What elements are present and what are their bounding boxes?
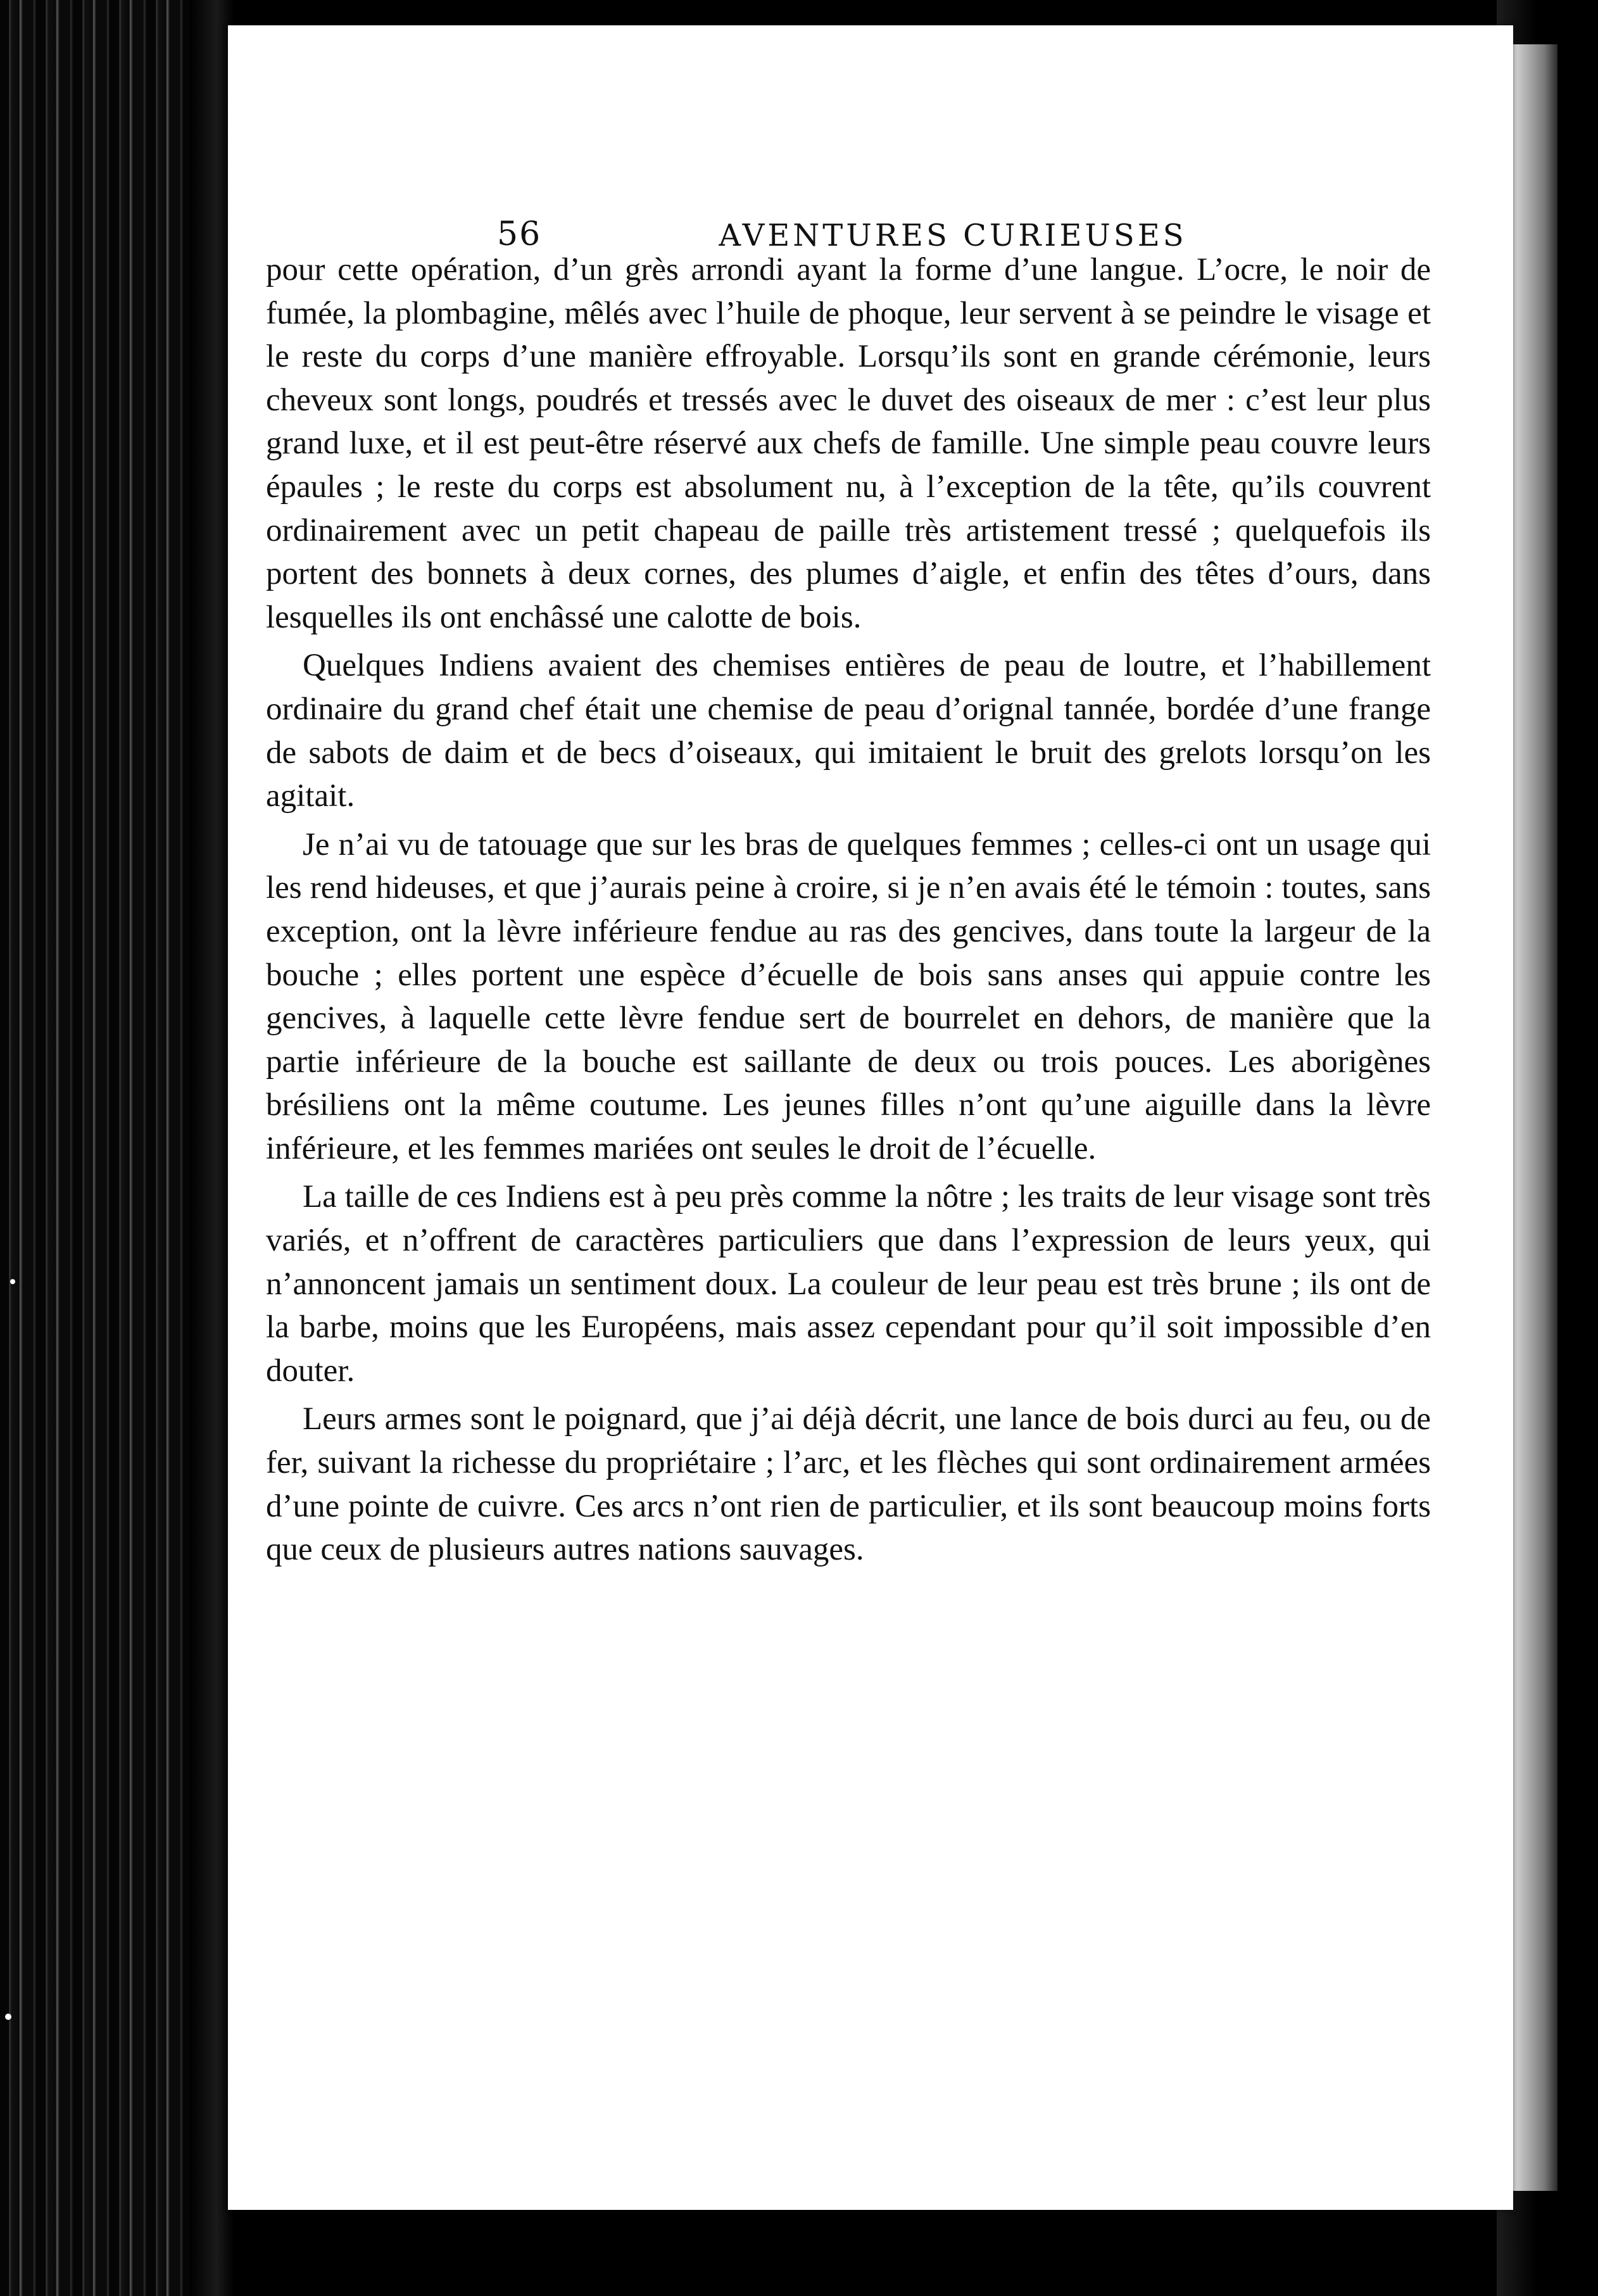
paragraph-1: pour cette opération, d’un grès arrondi ayant la forme d’une langue. L’ocre, le noir de fumée, la plombagine, mêlés avec l’huile de phoque, leur servent à se peindre le visage et le reste du corps d’une manière effroyable. Lorsqu’ils sont en grande cérémonie, leurs cheveux sont longs, poudrés et tressés avec le duvet des oiseaux de mer : c’est leur plus grand luxe, et il est peut-être réservé aux chefs de famille. Une simple peau couvre leurs épaules ; le reste du corps est absolument nu, à l’exception de la tête, qu’ils couvrent ordinairement avec un petit chapeau de paille très artistement tressé ; quelquefois ils portent des bonnets à deux cornes, des plumes d’aigle, et enfin des têtes d’ours, dans lesquelles ils ont enchâssé une calotte de bois. xyxy=(266,252,1431,635)
running-title: AVENTURES CURIEUSES xyxy=(719,218,1187,253)
body-text xyxy=(266,248,1431,1572)
page-number: 56 xyxy=(497,215,542,253)
paragraph-5: Leurs armes sont le poignard, que j’ai déjà décrit, une lance de bois durci au feu, ou de fer, suivant la richesse du propriétaire ; l’arc, et les flèches qui sont ordinairement armées d’une pointe de cuivre. Ces arcs n’ont rien de particulier, et ils sont beaucoup moins forts que ceux de plusieurs autres nations sauvages. xyxy=(266,1401,1431,1568)
right-page-edge xyxy=(1513,44,1557,2191)
book-spine xyxy=(0,0,209,2296)
scan-speck xyxy=(10,1279,15,1284)
scan-speck xyxy=(5,2014,11,2020)
paragraph-4: La taille de ces Indiens est à peu près comme la nôtre ; les traits de leur visage sont très variés, et n’offrent de caractères particuliers que dans l’expression de leurs yeux, qui n’annoncent jamais un sentiment doux. La couleur de leur peau est très brune ; ils ont de la barbe, moins que les Européens, mais assez cependant pour qu’il soit impossible d’en douter. xyxy=(266,1179,1431,1389)
paragraph-3: Je n’ai vu de tatouage que sur les bras de quelques femmes ; celles-ci ont un usage qui les rend hideuses, et que j’aurais peine à croire, si je n’en avais été le témoin : toutes, sans exception, ont la lèvre inférieure fendue au ras des gencives, dans toute la largeur de la bouche ; elles portent une espèce d’écuelle de bois sans anses qui appuie contre les gencives, à laquelle cette lèvre fendue sert de bourrelet en dehors, de manière que la partie inférieure de la bouche est saillante de deux ou trois pouces. Les aborigènes brésiliens ont la même coutume. Les jeunes filles n’ont qu’une aiguille dans la lèvre inférieure, et les femmes mariées ont seules le droit de l’écuelle. xyxy=(266,826,1431,1166)
paragraph-2: Quelques Indiens avaient des chemises entières de peau de loutre, et l’habillement ordinaire du grand chef était une chemise de peau d’orignal tannée, bordée d’une frange de sabots de daim et de becs d’oiseaux, qui imitaient le bruit des grelots lorsqu’on les agitait. xyxy=(266,648,1431,814)
